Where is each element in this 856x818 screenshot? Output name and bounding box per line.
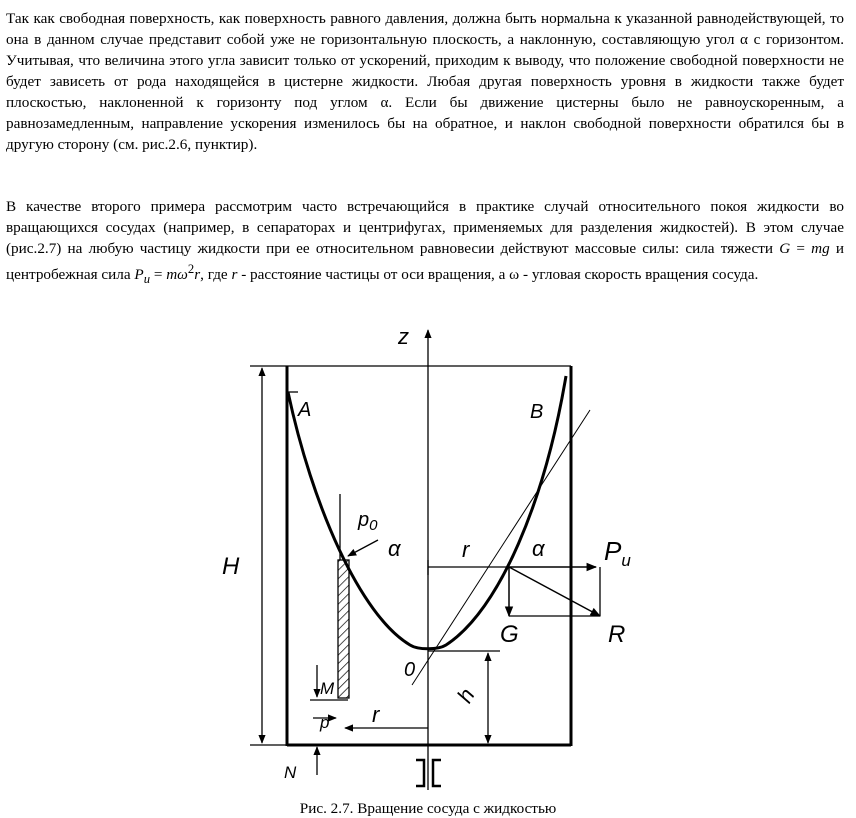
label-R: R bbox=[608, 621, 626, 648]
label-h: h bbox=[451, 683, 480, 707]
shaft-left-bracket bbox=[416, 760, 424, 786]
paragraph-2 bbox=[6, 196, 844, 290]
label-r-bottom: r bbox=[372, 702, 380, 727]
p2-text-a: В качестве второго примера рассмотрим часто встречающийся в практике случай относительного покоя жидкости во вращающихся сосудах (например, в сепараторах и центрифугах, применяемых для разделения жидкостей). В этом случае (рис.2.7) на любую частицу жидкости при ее относительном равновесии действуют массовые силы: сила тяжести bbox=[6, 198, 844, 257]
label-Pu-main: P bbox=[604, 536, 622, 566]
shaft-right-bracket bbox=[433, 760, 441, 786]
label-M: M bbox=[320, 679, 335, 698]
label-alpha-left: α bbox=[388, 536, 401, 561]
p0-arrow bbox=[348, 540, 378, 556]
label-Pu bbox=[604, 536, 631, 570]
label-H: H bbox=[222, 553, 240, 580]
p2-symbol-mg: mg bbox=[811, 240, 830, 257]
p2-symbol-r2: r bbox=[231, 266, 238, 284]
label-p0-main: p bbox=[358, 509, 370, 531]
label-p: p bbox=[320, 713, 330, 732]
figure-caption: Рис. 2.7. Вращение сосуда с жидкостью bbox=[299, 800, 557, 817]
label-z: z bbox=[398, 324, 409, 349]
p2-symbol-mw: mω bbox=[166, 266, 188, 284]
p2-text-c: , где bbox=[200, 266, 232, 284]
hatched-element bbox=[338, 560, 349, 698]
p2-symbol-r: r bbox=[194, 266, 201, 284]
figure-rotating-vessel bbox=[0, 318, 856, 800]
paragraph-1: Так как свободная поверхность, как поверхность равного давления, должна быть нормальна к указанной равнодействующей, то она в данном случае представит собой уже не горизонтальную плоскость, а наклонную, составляющую угол α с горизонтом. Учитывая, что величина этого угла зависит только от ускорений, приходим к выводу, что положение свободной поверхности не будет зависеть от рода находящейся в цистерне жидкости. Любая другая поверхность уровня в жидкости также будет плоскостью, наклоненной к горизонту под углом α. Если бы движение цистерны было не равноускоренным, а равнозамедленным, направление ускорения изменилось бы на обратное, и наклон свободной поверхности обратился бы в другую сторону (см. рис.2.6, пунктир). bbox=[6, 10, 844, 153]
label-N: N bbox=[284, 763, 297, 782]
p2-symbol-square: 2 bbox=[187, 262, 195, 276]
p2-eq2: = bbox=[150, 266, 167, 284]
label-Pu-sub: u bbox=[621, 551, 631, 570]
label-p0-sub: 0 bbox=[369, 517, 378, 534]
label-A: A bbox=[298, 399, 312, 421]
label-G: G bbox=[500, 621, 519, 648]
force-R bbox=[509, 567, 600, 616]
p2-eq1: = bbox=[790, 240, 812, 257]
p2-symbol-G: G bbox=[779, 240, 791, 257]
label-p0 bbox=[357, 509, 378, 534]
p2-symbol-P-sub: u bbox=[143, 272, 151, 287]
label-r-top: r bbox=[462, 537, 470, 562]
p2-text-b: и центробежная сила bbox=[6, 240, 844, 284]
p2-symbol-P: P bbox=[134, 266, 144, 284]
label-alpha-right: α bbox=[532, 536, 545, 561]
label-O: 0 bbox=[404, 659, 416, 681]
label-B: B bbox=[530, 401, 544, 423]
p2-text-d: - расстояние частицы от оси вращения, а ω - угловая скорость вращения сосуда. bbox=[237, 266, 759, 284]
